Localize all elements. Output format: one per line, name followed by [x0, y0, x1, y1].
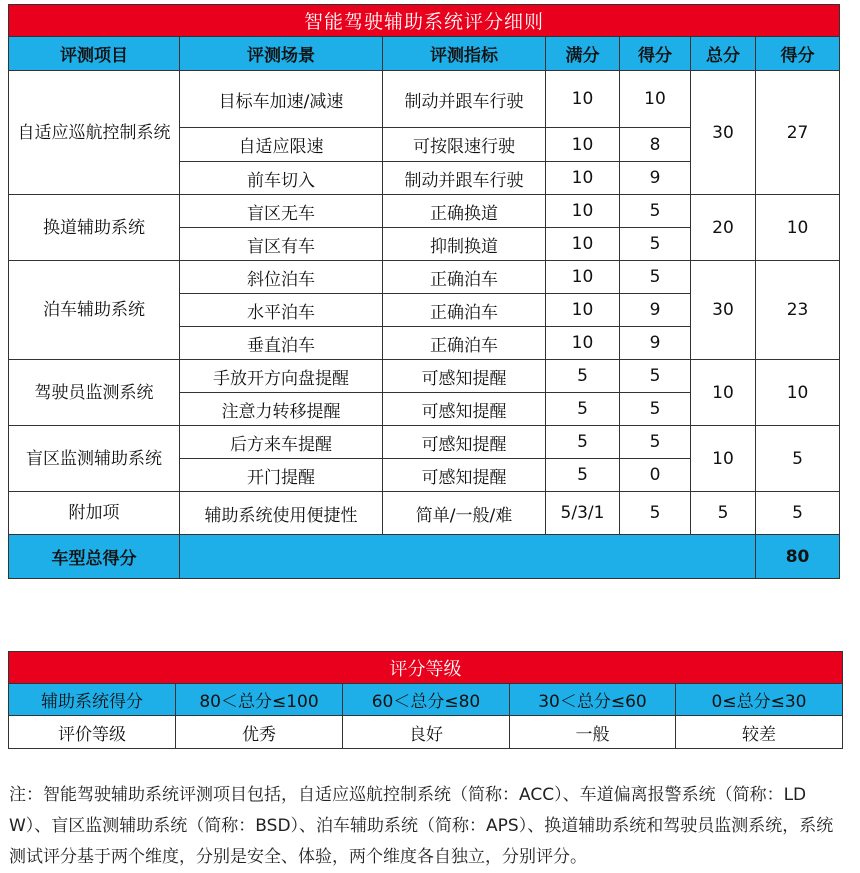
total-score-row — [9, 535, 840, 579]
test-metric-cell: 简单/一般/难 — [383, 492, 546, 535]
got-score-cell: 5 — [620, 426, 691, 459]
level-average: 一般 — [510, 716, 676, 749]
range-poor: 0≤总分≤30 — [676, 684, 843, 716]
test-metric-cell: 可感知提醒 — [383, 459, 546, 492]
test-item-cell: 换道辅助系统 — [9, 195, 180, 261]
header-test-scene: 评测场景 — [180, 37, 383, 71]
header-full-score: 满分 — [546, 37, 620, 71]
group-score-cell: 10 — [756, 195, 840, 261]
full-score-cell: 5 — [546, 360, 620, 393]
table-row — [9, 360, 840, 393]
test-scene-cell: 注意力转移提醒 — [180, 393, 383, 426]
got-score-cell: 8 — [620, 128, 691, 162]
test-metric-cell: 抑制换道 — [383, 228, 546, 261]
header-final-score: 得分 — [756, 37, 840, 71]
test-metric-cell: 可感知提醒 — [383, 426, 546, 459]
range-excellent: 80＜总分≤100 — [176, 684, 343, 716]
score-grade-table — [8, 651, 843, 749]
got-score-cell: 9 — [620, 294, 691, 327]
test-scene-cell: 手放开方向盘提醒 — [180, 360, 383, 393]
test-metric-cell: 正确泊车 — [383, 294, 546, 327]
test-scene-cell: 自适应限速 — [180, 128, 383, 162]
group-score-cell: 10 — [756, 360, 840, 426]
table-row — [9, 426, 840, 459]
got-score-cell: 10 — [620, 71, 691, 128]
footnote-text: 注：智能驾驶辅助系统评测项目包括，自适应巡航控制系统（简称：ACC）、车道偏离报警系统（简称：LDW）、盲区监测辅助系统（简称：BSD）、泊车辅助系统（简称：APS）、换道辅助系统和驾驶员监测系统，系统测试评分基于两个维度，分别是安全、体验，两个维度各自独立，分别评分。 — [9, 785, 834, 867]
test-scene-cell: 盲区无车 — [180, 195, 383, 228]
full-score-cell: 5/3/1 — [546, 492, 620, 535]
got-score-cell: 5 — [620, 492, 691, 535]
test-scene-cell: 开门提醒 — [180, 459, 383, 492]
test-item-cell: 驾驶员监测系统 — [9, 360, 180, 426]
full-score-cell: 10 — [546, 327, 620, 360]
header-total-score: 总分 — [691, 37, 756, 71]
test-metric-cell: 可按限速行驶 — [383, 128, 546, 162]
full-score-cell: 10 — [546, 71, 620, 128]
range-good: 60＜总分≤80 — [343, 684, 510, 716]
test-metric-cell: 制动并跟车行驶 — [383, 71, 546, 128]
test-metric-cell: 制动并跟车行驶 — [383, 162, 546, 195]
total-score-label: 车型总得分 — [9, 535, 180, 579]
group-score-cell: 5 — [756, 492, 840, 535]
group-total-cell: 10 — [691, 426, 756, 492]
full-score-cell: 5 — [546, 426, 620, 459]
scoring-table-title: 智能驾驶辅助系统评分细则 — [9, 5, 840, 37]
group-total-cell: 5 — [691, 492, 756, 535]
test-scene-cell: 后方来车提醒 — [180, 426, 383, 459]
full-score-cell: 10 — [546, 162, 620, 195]
full-score-cell: 10 — [546, 128, 620, 162]
test-item-cell: 附加项 — [9, 492, 180, 535]
test-metric-cell: 可感知提醒 — [383, 393, 546, 426]
test-metric-cell: 正确换道 — [383, 195, 546, 228]
level-good: 良好 — [343, 716, 510, 749]
test-item-cell: 泊车辅助系统 — [9, 261, 180, 360]
group-score-cell: 5 — [756, 426, 840, 492]
scoring-details-table — [8, 4, 840, 579]
table-row — [9, 492, 840, 535]
got-score-cell: 5 — [620, 360, 691, 393]
test-item-cell: 自适应巡航控制系统 — [9, 71, 180, 195]
got-score-cell: 5 — [620, 261, 691, 294]
group-total-cell: 10 — [691, 360, 756, 426]
full-score-cell: 10 — [546, 195, 620, 228]
group-score-cell: 23 — [756, 261, 840, 360]
test-scene-cell: 前车切入 — [180, 162, 383, 195]
table-row — [9, 195, 840, 228]
table-row — [9, 71, 840, 128]
test-metric-cell: 正确泊车 — [383, 327, 546, 360]
total-score-value: 80 — [756, 535, 840, 579]
test-scene-cell: 辅助系统使用便捷性 — [180, 492, 383, 535]
test-scene-cell: 目标车加速/减速 — [180, 71, 383, 128]
test-scene-cell: 水平泊车 — [180, 294, 383, 327]
group-total-cell: 30 — [691, 261, 756, 360]
range-average: 30＜总分≤60 — [510, 684, 676, 716]
got-score-cell: 5 — [620, 393, 691, 426]
table-row — [9, 261, 840, 294]
full-score-cell: 5 — [546, 393, 620, 426]
group-score-cell: 27 — [756, 71, 840, 195]
level-label: 评价等级 — [9, 716, 176, 749]
got-score-cell: 0 — [620, 459, 691, 492]
header-test-item: 评测项目 — [9, 37, 180, 71]
group-total-cell: 20 — [691, 195, 756, 261]
full-score-cell: 5 — [546, 459, 620, 492]
test-item-cell: 盲区监测辅助系统 — [9, 426, 180, 492]
test-scene-cell: 斜位泊车 — [180, 261, 383, 294]
header-got-score: 得分 — [620, 37, 691, 71]
test-metric-cell: 可感知提醒 — [383, 360, 546, 393]
grade-table-title: 评分等级 — [9, 652, 843, 684]
test-metric-cell: 正确泊车 — [383, 261, 546, 294]
got-score-cell: 9 — [620, 162, 691, 195]
header-test-metric: 评测指标 — [383, 37, 546, 71]
full-score-cell: 10 — [546, 228, 620, 261]
range-label: 辅助系统得分 — [9, 684, 176, 716]
test-scene-cell: 盲区有车 — [180, 228, 383, 261]
test-scene-cell: 垂直泊车 — [180, 327, 383, 360]
got-score-cell: 5 — [620, 228, 691, 261]
full-score-cell: 10 — [546, 294, 620, 327]
got-score-cell: 9 — [620, 327, 691, 360]
total-row-blank-cell — [180, 535, 756, 579]
group-total-cell: 30 — [691, 71, 756, 195]
got-score-cell: 5 — [620, 195, 691, 228]
level-excellent: 优秀 — [176, 716, 343, 749]
level-poor: 较差 — [676, 716, 843, 749]
full-score-cell: 10 — [546, 261, 620, 294]
